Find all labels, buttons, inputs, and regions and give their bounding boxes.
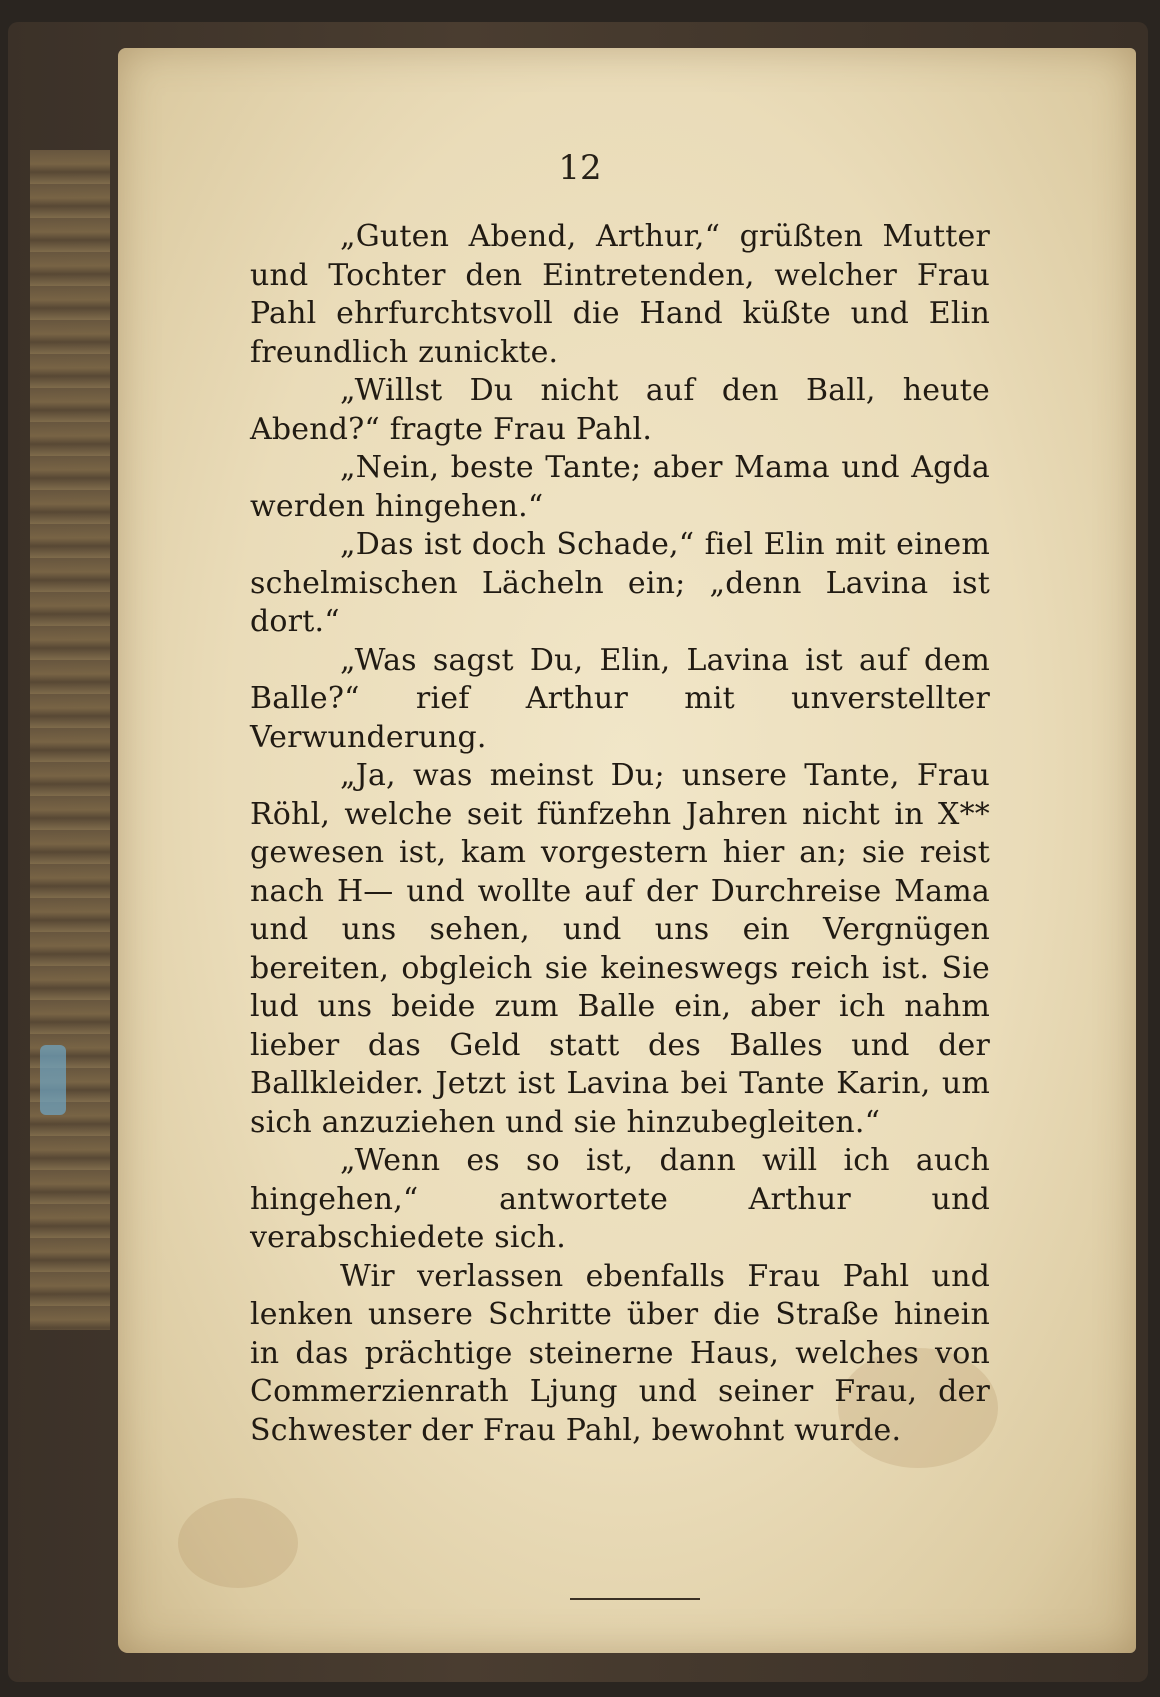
paragraph: „Nein, beste Tante; aber Mama und Agda werden hingehen.“ bbox=[250, 450, 990, 524]
paragraph: „Guten Abend, Arthur,“ grüßten Mutter und Tochter den Eintretenden, welcher Frau Pahl ehrfurchtsvoll die Hand küßte und Elin freundlich zunickte. bbox=[250, 219, 990, 370]
section-end-rule bbox=[570, 1598, 700, 1600]
paragraph: „Wenn es so ist, dann will ich auch hingehen,“ antwortete Arthur und verabschiedete sich. bbox=[250, 1143, 990, 1255]
paragraph: Wir verlassen ebenfalls Frau Pahl und lenken unsere Schritte über die Straße hinein in das prächtige steinerne Haus, welches von Commerzienrath Ljung und seiner Frau, der Schwester der Frau Pahl, bewohnt wurde. bbox=[250, 1258, 990, 1448]
blue-mark bbox=[40, 1045, 66, 1115]
book-spine bbox=[30, 150, 110, 1330]
paragraph: „Das ist doch Schade,“ fiel Elin mit einem schelmischen Lächeln ein; „denn Lavina ist dort.“ bbox=[250, 527, 990, 639]
paragraph: „Was sagst Du, Elin, Lavina ist auf dem Balle?“ rief Arthur mit unverstellter Verwunderung. bbox=[250, 642, 990, 755]
page-number: 12 bbox=[558, 148, 602, 188]
paper-stain bbox=[178, 1498, 298, 1588]
paragraph: „Ja, was meinst Du; unsere Tante, Frau Röhl, welche seit fünfzehn Jahren nicht in X** gewesen ist, kam vorgestern hier an; sie reist nach H— und wollte auf der Durchreise Mama und uns sehen, und uns ein Vergnügen bereiten, obgleich sie keineswegs reich ist. Sie lud uns beide zum Balle ein, aber ich nahm lieber das Geld statt des Balles und der Ballkleider. Jetzt ist Lavina bei Tante Karin, um sich anzuziehen und sie hinzubegleiten.“ bbox=[250, 758, 990, 1140]
body-text bbox=[250, 218, 990, 1450]
paragraph: „Willst Du nicht auf den Ball, heute Abend?“ fragte Frau Pahl. bbox=[250, 373, 990, 447]
